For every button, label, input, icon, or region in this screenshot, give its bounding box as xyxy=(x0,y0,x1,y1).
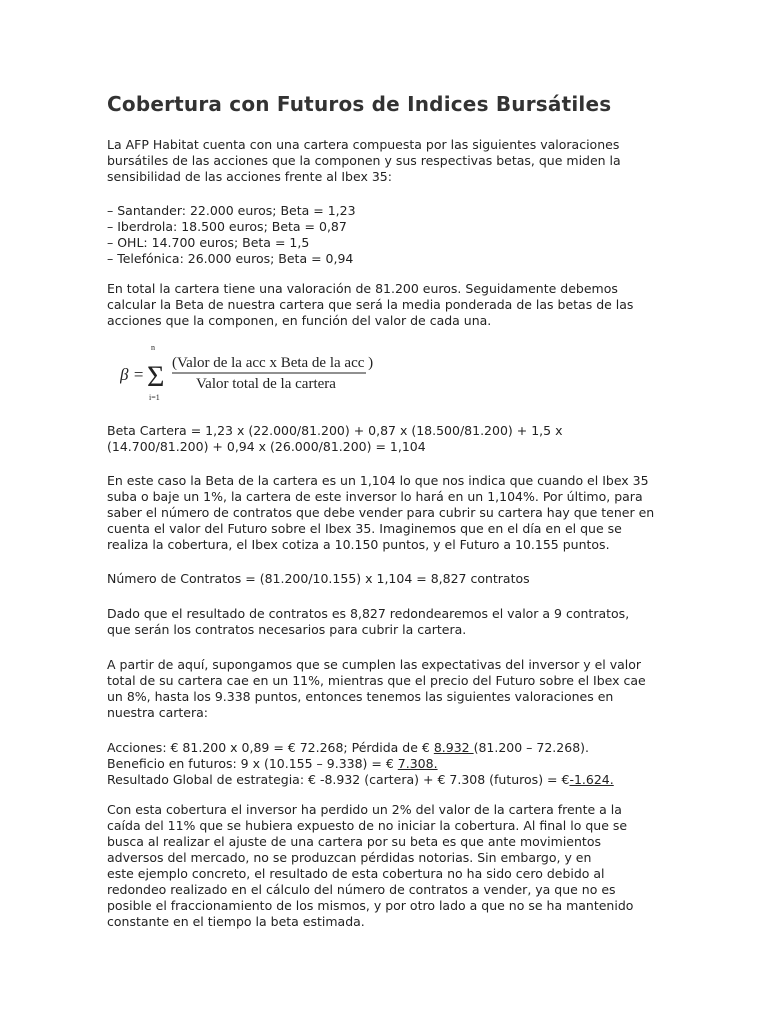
page-title: Cobertura con Futuros de Indices Bursátiles xyxy=(107,92,612,116)
text-line: suba o baje un 1%, la cartera de este inversor lo hará en un 1,104%. Por último, para xyxy=(107,489,643,504)
text-line: calcular la Beta de nuestra cartera que será la media ponderada de las betas de las xyxy=(107,297,634,312)
text-line: acciones que la componen, en función del valor de cada una. xyxy=(107,313,492,328)
text-line: total de su cartera cae en un 11%, mientras que el precio del Futuro sobre el Ibex cae xyxy=(107,673,646,688)
futuros-gain-value: 7.308. xyxy=(397,756,438,771)
list-item: – Iberdrola: 18.500 euros; Beta = 0,87 xyxy=(107,219,347,234)
scenario-paragraph xyxy=(107,657,687,721)
text-line: Dado que el resultado de contratos es 8,827 redondearemos el valor a 9 contratos, xyxy=(107,606,630,621)
text-line: En total la cartera tiene una valoración de 81.200 euros. Seguidamente debemos xyxy=(107,281,618,296)
formula-upper-limit: n xyxy=(151,343,155,352)
text-line: adversos del mercado, no se produzcan pérdidas notorias. Sin embargo, y en xyxy=(107,850,592,865)
acciones-text: Acciones: € 81.200 x 0,89 = € 72.268; Pérdida de € xyxy=(107,740,434,755)
text-line: Beta Cartera = 1,23 x (22.000/81.200) + 0,87 x (18.500/81.200) + 1,5 x xyxy=(107,423,563,438)
global-result-value: -1.624. xyxy=(569,772,614,787)
text-line: que serán los contratos necesarios para cubrir la cartera. xyxy=(107,622,467,637)
formula-denominator: Valor total de la cartera xyxy=(196,376,336,392)
acciones-loss-value: 8.932 xyxy=(433,740,474,755)
text-line: En este caso la Beta de la cartera es un 1,104 lo que nos indica que cuando el Ibex 35 xyxy=(107,473,649,488)
text-line: Número de Contratos = (81.200/10.155) x 1,104 = 8,827 contratos xyxy=(107,571,530,586)
acciones-line xyxy=(107,740,687,756)
text-line: sensibilidad de las acciones frente al Ibex 35: xyxy=(107,169,392,184)
text-line: saber el número de contratos que debe vender para cubrir su cartera hay que tener en xyxy=(107,505,655,520)
beta-calculation xyxy=(107,423,687,455)
text-line: Con esta cobertura el inversor ha perdido un 2% del valor de la cartera frente a la xyxy=(107,802,622,817)
list-item: – Telefónica: 26.000 euros; Beta = 0,94 xyxy=(107,251,354,266)
total-paragraph xyxy=(107,281,687,329)
text-line: cuenta el valor del Futuro sobre el Ibex 35. Imaginemos que en el día en el que se xyxy=(107,521,622,536)
text-line: bursátiles de las acciones que la componen y sus respectivas betas, que miden la xyxy=(107,153,621,168)
beta-paragraph xyxy=(107,473,687,553)
formula-numerator: (Valor de la acc x Beta de la acc ) xyxy=(172,355,374,371)
text-line: realiza la cobertura, el Ibex cotiza a 10.150 puntos, y el Futuro a 10.155 puntos. xyxy=(107,537,610,552)
formula-lower-limit: i=1 xyxy=(149,393,160,402)
text-line: (14.700/81.200) + 0,94 x (26.000/81.200) = 1,104 xyxy=(107,439,426,454)
results-block xyxy=(107,740,687,788)
text-line: posible el fraccionamiento de los mismos, y por otro lado a que no se ha mantenido xyxy=(107,898,634,913)
text-line: nuestra cartera: xyxy=(107,705,208,720)
formula-beta: β = xyxy=(120,365,145,384)
contracts-calculation xyxy=(107,571,687,587)
list-item: – Santander: 22.000 euros; Beta = 1,23 xyxy=(107,203,356,218)
acciones-text-end: (81.200 – 72.268). xyxy=(473,740,589,755)
intro-paragraph xyxy=(107,137,687,185)
text-line: A partir de aquí, supongamos que se cumplen las expectativas del inversor y el valor xyxy=(107,657,642,672)
rounding-paragraph xyxy=(107,606,687,638)
text-line: busca al realizar el ajuste de una cartera por su beta es que ante movimientos xyxy=(107,834,601,849)
holdings-list xyxy=(107,203,687,267)
global-line xyxy=(107,772,687,788)
text-line: La AFP Habitat cuenta con una cartera compuesta por las siguientes valoraciones xyxy=(107,137,620,152)
beta-formula xyxy=(120,342,380,404)
text-line: un 8%, hasta los 9.338 puntos, entonces tenemos las siguientes valoraciones en xyxy=(107,689,614,704)
sigma-icon: Σ xyxy=(147,360,165,393)
futuros-text: Beneficio en futuros: 9 x (10.155 – 9.338) = € xyxy=(107,756,398,771)
futuros-line xyxy=(107,756,687,772)
text-line: redondeo realizado en el cálculo del número de contratos a vender, ya que no es xyxy=(107,882,616,897)
list-item: – OHL: 14.700 euros; Beta = 1,5 xyxy=(107,235,310,250)
global-text: Resultado Global de estrategia: € -8.932 (cartera) + € 7.308 (futuros) = € xyxy=(107,772,570,787)
text-line: este ejemplo concreto, el resultado de esta cobertura no ha sido cero debido al xyxy=(107,866,605,881)
text-line: constante en el tiempo la beta estimada. xyxy=(107,914,365,929)
conclusion-paragraph xyxy=(107,802,687,930)
text-line: caída del 11% que se hubiera expuesto de no iniciar la cobertura. Al final lo que se xyxy=(107,818,628,833)
